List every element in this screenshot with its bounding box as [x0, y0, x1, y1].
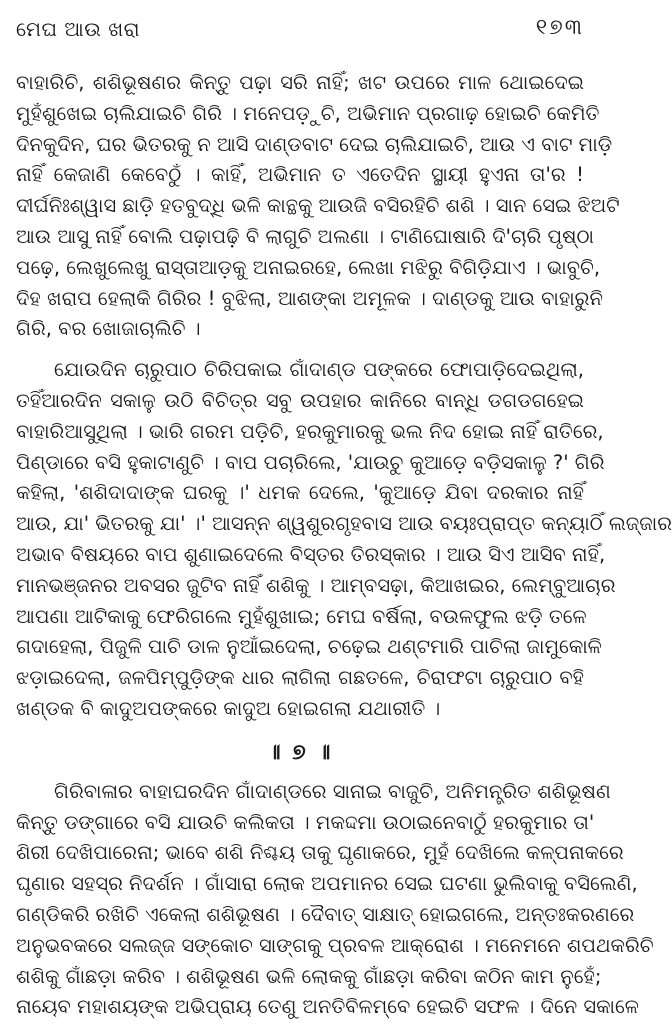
text-line: ଦୀର୍ଘନିଃଶ୍ୱାସ ଛାଡ଼ି ହତବୁଦ୍ଧି ଭଳି କାନ୍ଥକୁ ଆଉଜି ବସିରହିଚି ଶଶି । ସାନ ସେଇ ଝିଅଟି [16, 194, 620, 218]
text-line: ପିଣ୍ଡାରେ ବସି ହୁକାଟାଣୁଚି । ବାପ ପଚାରିଲେ, 'ଯାଉଚୁ କୁଆଡ଼େ ବଡ଼ିସକାଳୁ ?' ଗିରି [16, 450, 605, 474]
body-text [16, 68, 672, 1023]
text-line: କିନ୍ତୁ ଡଙ୍ଗାରେ ବସି ଯାଉଚି କଲିକତା । ମକଦ୍ଦମା ଉଠାଇନେବାଠୁଁ ହରକୁମାର ତା' [16, 810, 595, 834]
page-header [16, 10, 584, 50]
text-line: ଶିରୀ ଦେଖିପାରେନା; ଭାବେ ଶଶି ନିଶ୍ଚୟ ତାକୁ ଘୃଣାକରେ, ମୁହଁ ଦେଖିଲେ କଳ୍ପନାକରେ [16, 841, 624, 865]
text-line: ଆପଣା ଆଟିକାକୁ ଫେରିଗଲେ ମୁହଁଶୁଖାଇ; ମେଘ ବର୍ଷିଲା, ବଉଳଫୁଲ ଝଡ଼ି ତଳେ [16, 604, 587, 628]
paragraph-1 [16, 68, 620, 345]
text-line: ମାନଭଞ୍ଜନର ଅବସର ଜୁଟିବ ନାହିଁ ଶଶିକୁ । ଆମ୍ବସଢ଼ା, କିଆଖଇର, ଲେମ୍ବୁଆଚାର [16, 573, 616, 597]
paragraph-2 [16, 355, 672, 725]
text-line: ବାହାରିଆସୁଥିଲା । ଭାରି ଗରମ ପଡ଼ିଚି, ହରକୁମାରକୁ ଭଲ ନିଦ ହୋଇ ନାହିଁ ରାତିରେ, [16, 419, 604, 443]
text-line: ବାହାରିଚି, ଶଶିଭୂଷଣର କିନ୍ତୁ ପଢ଼ା ସରି ନାହିଁ; ଖଟ ଉପରେ ମାଳ ଥୋଇଦେଇ [16, 71, 584, 94]
text-line: ନାହିଁ କେଜାଣି କେବେଠୁଁ । କାହିଁ, ଅଭିମାନ ତ ଏତେଦିନ ସ୍ଥାୟୀ ହୁଏନା ତା'ର ! [16, 163, 584, 187]
text-line: କହିଲା, 'ଶଶିଦାଦାଙ୍କ ଘରକୁ ।' ଧମକ ଦେଲେ, 'କୁଆଡ଼େ ଯିବା ଦରକାର ନାହିଁ [16, 481, 584, 505]
text-line: ଯୋଉଦିନ ଚାରୁପାଠ ଚିରିପକାଇ ଗାଁଦାଣ୍ଡ ପଙ୍କରେ ଫୋପାଡ଼ିଦେଇଥିଲା, [54, 358, 584, 382]
paragraph-3 [16, 777, 654, 1023]
text-line: ଦିହ ଖରାପ ହେଲାକି ଗିରିର ! ବୁଝିଲା, ଆଶଙ୍କା ଅମୂଳକ । ଦାଣ୍ଡକୁ ଆଉ ବାହାରୁନି [16, 286, 603, 310]
text-line: ଘୃଣାର ସହସ୍ର ନିଦର୍ଶନ । ଗାଁସାରା ଲୋକ ଅପମାନର ସେଇ ଘଟଣା ଭୁଲିବାକୁ ବସିଲେଣି, [16, 872, 638, 896]
text-line: ଆଉ ଆସୁ ନାହିଁ ବୋଲି ପଢ଼ାପଢ଼ି ବି ଲାଗୁଚି ଅଲଣା । ଟାଣିଘୋଷାରି ଦି'ଚାରି ପୃଷ୍ଠା [16, 224, 594, 248]
text-line: ଗଣ୍ଡିକରି ରଖିଚି ଏକେଲା ଶଶିଭୂଷଣ । ଦୈବାତ୍ ସାକ୍ଷାତ୍ ହୋଇଗଲେ, ଅନ୍ତଃକରଣରେ [16, 902, 635, 926]
text-line: ତହିଁଆରଦିନ ସକାଳୁ ଉଠି ବିଚିତ୍ର ସବୁ ଉପହାର କାନିରେ ବାନ୍ଧି ଡଗଡଗହେଇ [16, 388, 584, 412]
text-line: ମୁହଁଶୁଖେଇ ଚାଲିଯାଇଚି ଗିରି । ମନେପଡ଼ୁଚି, ଅଭିମାନ ପ୍ରଗାଢ଼ ହୋଇଚି କେମିତି [16, 101, 600, 125]
text-line: ଶଶିକୁ ଗାଁଛଡ଼ା କରିବ । ଶଶିଭୂଷଣ ଭଳି ଲୋକକୁ ଗାଁଛଡ଼ା କରିବା କଠିନ କାମ ନୁହେଁ; [16, 964, 602, 988]
text-line: ଝଡ଼ାଇଦେଲା, ଜଳପିମ୍ପୁଡ଼ିଙ୍କ ଧାର ଲାଗିଲା ଗଛତଳେ, ଚିରାଫଟା ଚାରୁପାଠ ବହି [16, 666, 584, 690]
page-number: ୧୭୩ [535, 15, 584, 40]
text-line: ଅଭାବ ବିଷୟରେ ବାପ ଶୁଣାଇଦେଲେ ବିସ୍ତର ତିରସ୍କାର । ଆଉ ସିଏ ଆସିବ ନାହିଁ, [16, 542, 606, 566]
text-line: ଆଉ, ଯା' ଭିତରକୁ ଯା' ।' ଆସନ୍ନ ଶ୍ୱଶୁରଗୃହବାସ ଆଉ ବୟଃପ୍ରାପ୍ତ କନ୍ୟାଠିଁ ଲଜ୍ଜାର [16, 512, 672, 536]
section-mark: ॥ ୭ ॥ [267, 739, 333, 765]
text-line: ପଢ଼େ, ଲେଖୁଲେଖୁ ରାସ୍ତାଆଡ଼କୁ ଅନାଇରହେ, ଲେଖା ମଝିରୁ ବିଗିଡ଼ିଯାଏ । ଭାବୁଚି, [16, 255, 601, 279]
text-line: ଗିରିବାଳାର ବାହାଘରଦିନ ଗାଁଦାଣ୍ଡରେ ସାନାଇ ବାଜୁଚି, ଅନିମନ୍ତ୍ରିତ ଶଶିଭୂଷଣ [54, 779, 611, 803]
text-line: ନାୟେବ ମହାଶୟଙ୍କ ଅଭିପ୍ରାୟ ତେଣୁ ଅନତିବିଳମ୍ବେ ହେଇଚି ସଫଳ । ଦିନେ ସକାଳେ [16, 995, 639, 1019]
running-head: ମେଘ ଆଉ ଖରା [16, 17, 141, 41]
text-line: ଗଦାହେଲା, ପିଜୁଳି ପାଚି ଡାଳ ନୁଆଁଇଦେଲା, ଚଢ଼େଇ ଥଣ୍ଟମାରି ପାଚିଲା ଜାମୁକୋଳି [16, 635, 602, 659]
text-line: ଗିରି, ବର ଖୋଜାଚାଲିଚି । [16, 317, 201, 341]
paragraph-gap [16, 345, 584, 355]
text-line: ଦିନକୁଦିନ, ଘର ଭିତରକୁ ନ ଆସି ଦାଣ୍ଡବାଟ ଦେଇ ଚାଲିଯାଇଚି, ଆଉ ଏ ବାଟ ମାଡ଼ି [16, 132, 613, 156]
text-line: ଖଣ୍ଡକ ବି କାଦୁଅପଙ୍କରେ କାଦୁଅ ହୋଇଗଲା ଯଥାରୀତି । [16, 696, 441, 720]
text-line: ଅନୁଭବକରେ ସଲଜ୍ଜ ସଙ୍କୋଚ ସାଙ୍ଗକୁ ପ୍ରବଳ ଆକ୍ରୋଶ । ମନେମନେ ଶପଥକରିଚି [16, 933, 654, 957]
